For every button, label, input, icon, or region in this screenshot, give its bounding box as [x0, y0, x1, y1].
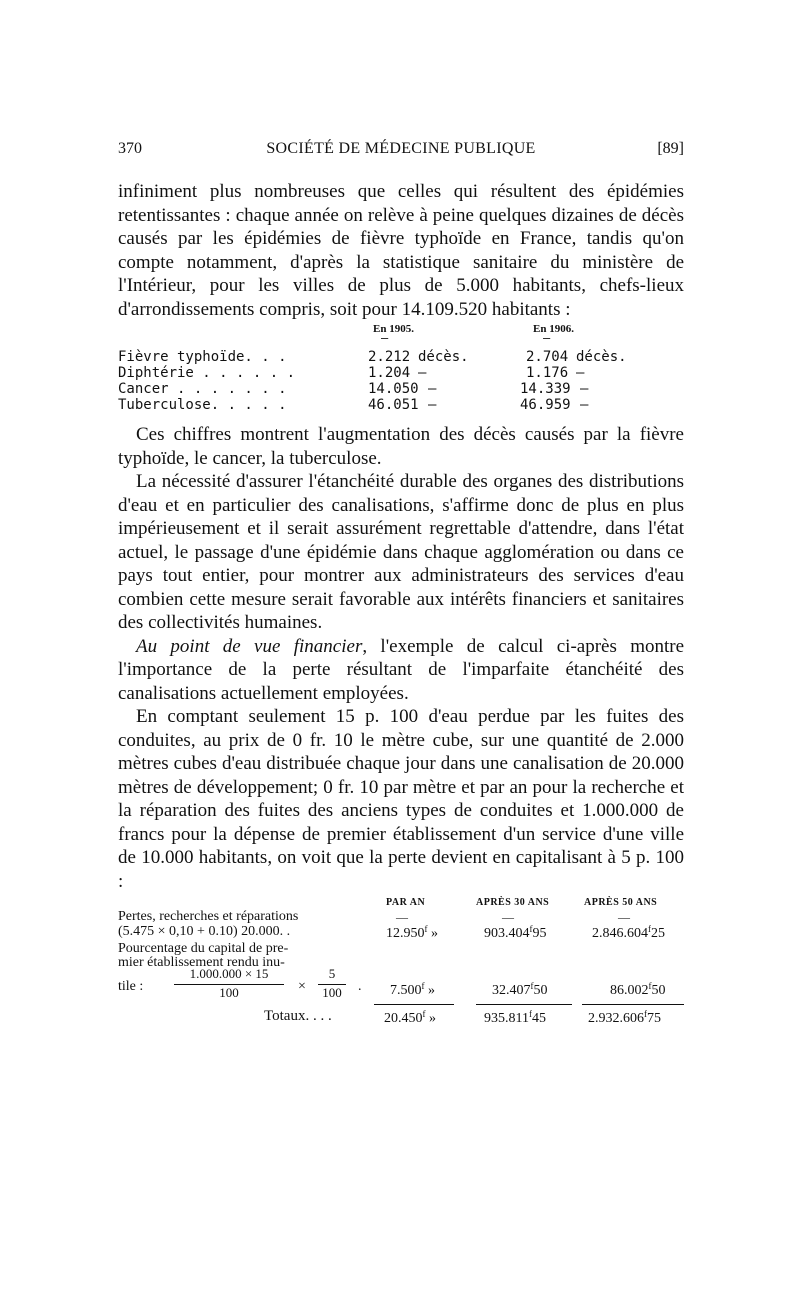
- table-row: [118, 381, 684, 397]
- unit-1905: —: [428, 381, 437, 397]
- row2-per-year: 7.500$^f$ »: [390, 981, 435, 998]
- total-rule-3: [582, 1004, 684, 1005]
- row2-label-c: tile :: [118, 979, 144, 994]
- total-rule-2: [476, 1004, 572, 1005]
- row1-label-b: (5.475 × 0,10 + 0.10) 20.000. .: [118, 924, 291, 939]
- book-page: [118, 140, 684, 1047]
- times-sign: ×: [298, 979, 306, 994]
- unit-1906: —: [580, 381, 589, 397]
- italic-phrase: Au point de vue financier: [136, 635, 363, 657]
- unit-1905: —: [428, 397, 437, 413]
- unit-1905: décès.: [418, 349, 469, 365]
- header-after-30: APRÈS 30 ANS: [476, 897, 550, 908]
- row1-after-30: 903.404$^f$95: [484, 924, 547, 941]
- row1-per-year: 12.950$^f$ »: [386, 924, 438, 941]
- table-row: [118, 349, 684, 365]
- fraction-2-numerator: 5: [328, 966, 336, 981]
- value-1905: 46.051: [368, 397, 419, 413]
- unit-1906: décès.: [576, 349, 627, 365]
- page-number: 370: [118, 140, 142, 157]
- dash-col2: —: [502, 910, 514, 924]
- page-reference: [89]: [657, 140, 684, 157]
- header-1905: En 1905.: [373, 323, 414, 335]
- paragraph-5: En comptant seulement 15 p. 100 d'eau perdue par les fuites des conduites, au prix de 0 fr. 10 le mètre cube, sur une quantité de 2.000 mètres cubes d'eau distribuée chaque jour dans une canalisation de 20.000 mètres de développement; 0 fr. 10 par mètre et par an pour la recherche et la réparation des fuites des anciens types de conduites et 1.000.000 de francs pour la dépense de premier établissement d'un service d'une ville de 10.000 habitants, on voit que la perte devient en capitalisant à 5 p. 100 :: [118, 706, 684, 892]
- dash-col1: —: [396, 910, 408, 924]
- value-1906: 2.704: [526, 349, 569, 365]
- row2-dot: .: [358, 979, 362, 994]
- header-after-50: APRÈS 50 ANS: [584, 897, 658, 908]
- value-1905: 1.204: [368, 365, 411, 381]
- total-after-30: 935.811$^f$45: [484, 1009, 546, 1026]
- unit-1906: —: [580, 397, 589, 413]
- fraction-1-denominator: 100: [219, 985, 239, 1000]
- total-after-50: 2.932.606$^f$75: [588, 1009, 661, 1026]
- paragraph-3: La nécessité d'assurer l'étanchéité durable des organes des distributions d'eau et en particulier des canalisations, s'affirme donc de plus en plus impérieusement et il serait assurément regrettable d'attendre, dans l'état actuel, le passage d'une épidémie dans chaque agglomération ou dans ce pays tout entier, pour montrer aux administrateurs des services d'eau combien cette mesure serait favorable aux intérêts financiers et sanitaires des collectivités humaines.: [118, 471, 684, 633]
- paragraph-4-rest: , l'exemple de calcul ci-après montre l'importance de la perte résultant de l'imparfaite étanchéité des canalisations actuellement employées.: [118, 635, 685, 704]
- row-label: Fièvre typhoïde. . .: [118, 349, 287, 365]
- value-1905: 14.050: [368, 381, 419, 397]
- header-dash-1905: —: [381, 331, 389, 345]
- paragraph-1: infiniment plus nombreuses que celles qui résultent des épidémies retentissantes : chaque année on relève à peine quelques dizaines de décès causés par les épidémies de fièvre typhoïde en France, tandis qu'on compte notamment, d'après la statistique sanitaire du ministère de l'Intérieur, pour les villes de plus de 5.000 habitants, chefs-lieux d'arrondissements compris, soit pour 14.109.520 habitants :: [118, 181, 684, 320]
- total-per-year: 20.450$^f$ »: [384, 1009, 436, 1026]
- total-rule-1: [374, 1004, 454, 1005]
- dash-col3: —: [618, 910, 630, 924]
- value-1906: 14.339: [520, 381, 571, 397]
- paragraph-2: Ces chiffres montrent l'augmentation des décès causés par la fièvre typhoïde, le cancer, la tuberculose.: [118, 424, 684, 469]
- unit-1905: —: [418, 365, 427, 381]
- row2-label-a: Pourcentage du capital de pre-: [118, 941, 289, 956]
- fraction-2-denominator: 100: [322, 985, 342, 1000]
- row1-label-a: Pertes, recherches et réparations: [118, 909, 299, 924]
- totals-label: Totaux. . . .: [264, 1008, 332, 1024]
- row1-after-50: 2.846.604$^f$25: [592, 924, 665, 941]
- deaths-table: [118, 323, 684, 423]
- header-dash-1906: —: [543, 331, 551, 345]
- calculation-table: [118, 897, 684, 1047]
- paragraph-4: [118, 635, 684, 706]
- unit-1906: —: [576, 365, 585, 381]
- running-title: SOCIÉTÉ DE MÉDECINE PUBLIQUE: [266, 140, 536, 157]
- table-row: [118, 397, 684, 413]
- header-per-year: PAR AN: [386, 897, 426, 908]
- value-1906: 1.176: [526, 365, 569, 381]
- row2-after-30: 32.407$^f$50: [492, 981, 548, 998]
- row2-label-b: mier établissement rendu inu-: [118, 955, 285, 970]
- fraction-1-numerator: 1.000.000 × 15: [189, 966, 269, 981]
- row-label: Cancer . . . . . . .: [118, 381, 287, 397]
- table-row: [118, 365, 684, 381]
- row2-after-50: 86.002$^f$50: [610, 981, 666, 998]
- value-1905: 2.212: [368, 349, 411, 365]
- row-label: Tuberculose. . . . .: [118, 397, 287, 413]
- running-header: [118, 140, 684, 164]
- header-1906: En 1906.: [533, 323, 574, 335]
- value-1906: 46.959: [520, 397, 571, 413]
- row-label: Diphtérie . . . . . .: [118, 365, 296, 381]
